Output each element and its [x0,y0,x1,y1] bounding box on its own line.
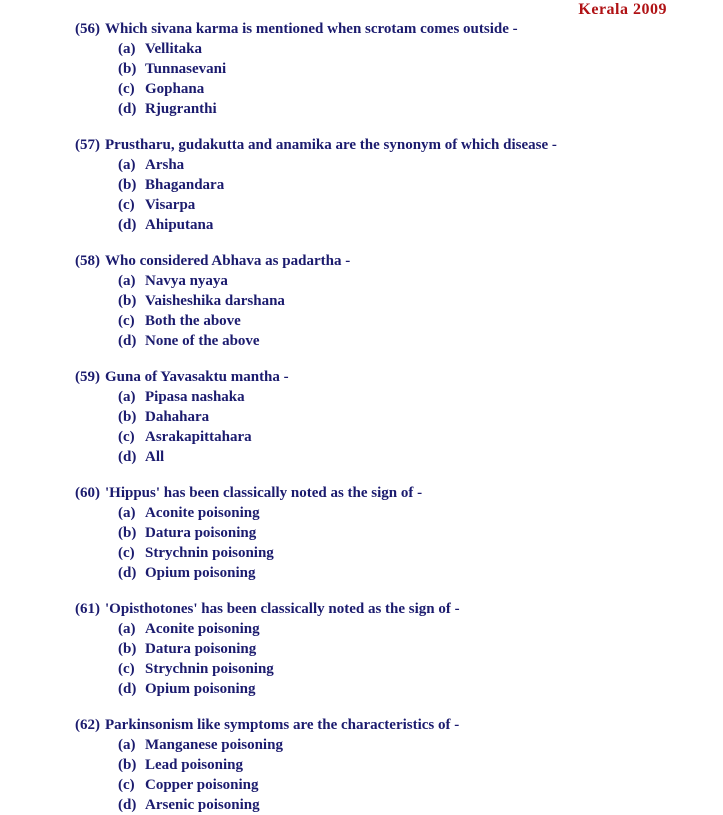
option-label: (d) [118,797,137,813]
option-text: Arsha [145,157,185,173]
option-label: (a) [118,505,136,521]
option-row [118,331,723,351]
question-number: (58) [75,253,100,269]
option-group [0,619,723,699]
question-number: (57) [75,137,100,153]
question-text: 'Opisthotones' has been classically noted as the sign of - [105,601,460,617]
question-block [0,135,723,235]
option-label: (d) [118,333,137,349]
option-group [0,155,723,235]
option-row [118,659,723,679]
question-number: (60) [75,485,100,501]
option-group [0,503,723,583]
question-block [0,715,723,815]
option-label: (a) [118,157,136,173]
option-text: Ahiputana [145,217,214,233]
option-label: (a) [118,621,136,637]
option-text: Arsenic poisoning [145,797,260,813]
question-block [0,19,723,119]
option-row [118,523,723,543]
option-text: Rjugranthi [145,101,217,117]
option-label: (c) [118,661,135,677]
question-number: (62) [75,717,100,733]
option-row [118,155,723,175]
option-row [118,175,723,195]
option-row [118,619,723,639]
option-label: (c) [118,777,135,793]
option-label: (a) [118,389,136,405]
question-text: 'Hippus' has been classically noted as the sign of - [105,485,423,501]
question-block [0,367,723,467]
option-row [118,195,723,215]
question-line [0,251,723,271]
question-line [0,715,723,735]
question-line [0,367,723,387]
option-text: Manganese poisoning [145,737,283,753]
option-group [0,39,723,119]
option-text: None of the above [145,333,260,349]
option-text: Datura poisoning [145,525,257,541]
option-text: Aconite poisoning [145,505,260,521]
option-group [0,271,723,351]
option-row [118,427,723,447]
option-label: (c) [118,197,135,213]
question-text: Who considered Abhava as padartha - [105,253,351,269]
option-row [118,271,723,291]
question-number: (56) [75,21,100,37]
option-text: Strychnin poisoning [145,545,274,561]
option-text: Pipasa nashaka [145,389,245,405]
question-block [0,599,723,699]
option-row [118,215,723,235]
option-row [118,543,723,563]
option-label: (a) [118,273,136,289]
option-row [118,79,723,99]
option-text: Bhagandara [145,177,225,193]
question-text: Which sivana karma is mentioned when scrotam comes outside - [105,21,518,37]
option-group [0,735,723,815]
option-label: (c) [118,313,135,329]
option-row [118,679,723,699]
option-text: Dahahara [145,409,210,425]
option-text: All [145,449,165,465]
exam-header-title: Kerala 2009 [578,1,667,18]
option-label: (d) [118,217,137,233]
option-label: (b) [118,177,137,193]
option-row [118,503,723,523]
question-text: Parkinsonism like symptoms are the characteristics of - [105,717,460,733]
question-number: (61) [75,601,100,617]
question-number: (59) [75,369,100,385]
option-label: (d) [118,101,137,117]
option-row [118,755,723,775]
option-label: (d) [118,449,137,465]
option-row [118,795,723,815]
option-text: Vellitaka [145,41,202,57]
question-block [0,251,723,351]
option-row [118,639,723,659]
question-list [0,19,723,815]
option-row [118,291,723,311]
option-label: (d) [118,681,137,697]
question-line [0,483,723,503]
option-text: Gophana [145,81,205,97]
option-text: Tunnasevani [145,61,227,77]
option-text: Aconite poisoning [145,621,260,637]
option-text: Datura poisoning [145,641,257,657]
option-row [118,447,723,467]
question-line [0,19,723,39]
option-row [118,563,723,583]
option-text: Asrakapittahara [145,429,252,445]
option-label: (c) [118,429,135,445]
option-text: Strychnin poisoning [145,661,274,677]
option-label: (b) [118,61,137,77]
question-block [0,483,723,583]
option-text: Vaisheshika darshana [145,293,285,309]
option-row [118,99,723,119]
option-text: Opium poisoning [145,681,256,697]
question-text: Guna of Yavasaktu mantha - [105,369,289,385]
option-row [118,775,723,795]
option-label: (c) [118,545,135,561]
option-text: Copper poisoning [145,777,259,793]
option-group [0,387,723,467]
option-text: Opium poisoning [145,565,256,581]
question-line [0,135,723,155]
option-label: (b) [118,409,137,425]
option-text: Both the above [145,313,241,329]
option-row [118,59,723,79]
option-row [118,39,723,59]
question-text: Prustharu, gudakutta and anamika are the synonym of which disease - [105,137,557,153]
option-label: (d) [118,565,137,581]
option-label: (a) [118,737,136,753]
option-label: (b) [118,641,137,657]
option-text: Visarpa [145,197,196,213]
option-row [118,407,723,427]
option-text: Navya nyaya [145,273,228,289]
option-label: (b) [118,525,137,541]
option-row [118,735,723,755]
option-row [118,387,723,407]
option-text: Lead poisoning [145,757,243,773]
question-line [0,599,723,619]
option-label: (a) [118,41,136,57]
option-row [118,311,723,331]
option-label: (b) [118,293,137,309]
option-label: (b) [118,757,137,773]
option-label: (c) [118,81,135,97]
